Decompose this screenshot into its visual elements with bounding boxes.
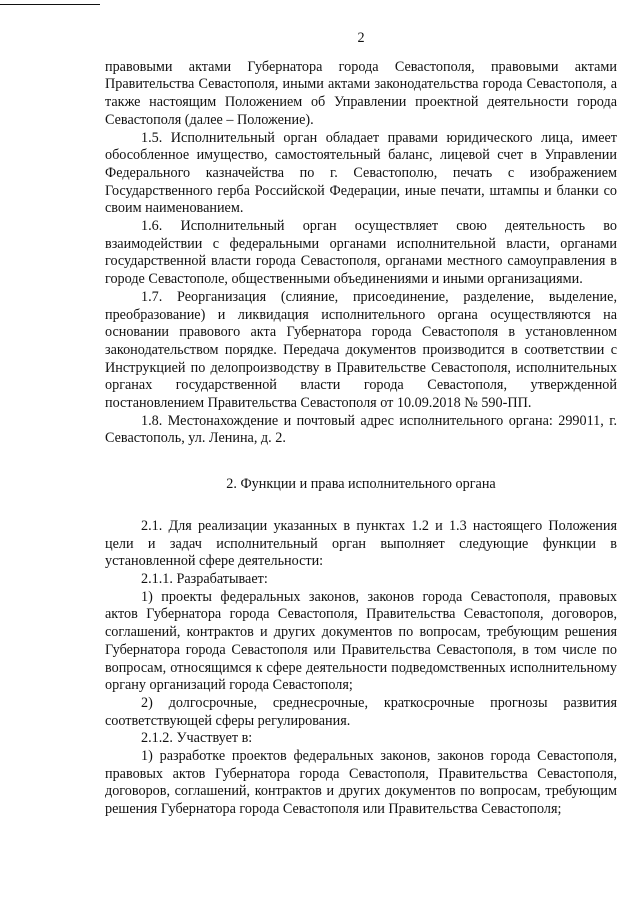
list-item-2-1-2-1: 1) разработке проектов федеральных законов, законов города Севастополя, правовых актов Губернатора города Севастополя, Правительства Севастополя, договоров, соглашений, контрактов и других документов по вопросам, требующим решения Губернатора города Севастополя или Правительства Севастополя;: [105, 748, 617, 818]
list-item-2-1-1-2: 2) долгосрочные, среднесрочные, краткосрочные прогнозы развития соответствующей сферы регулирования.: [105, 694, 617, 729]
list-item-2-1-1-1: 1) проекты федеральных законов, законов города Севастополя, правовых актов Губернатора города Севастополя, Правительства Севастополя, договоров, соглашений, контрактов и других документов по вопросам, требующим решения Губернатора города Севастополя или Правительства Севастополя, в том числе по вопросам, относящимся к сфере деятельности подведомственных исполнительному органу организаций города Севастополя;: [105, 588, 617, 694]
paragraph-continuation: правовыми актами Губернатора города Севастополя, правовыми актами Правительства Севастополя, иными актами законодательства города Севастополя, а также настоящим Положением об Управлении проектной деятельности города Севастополя (далее – Положение).: [105, 58, 617, 128]
scan-edge-line: [0, 4, 100, 5]
page-number: 2: [357, 30, 365, 46]
paragraph-2-1: 2.1. Для реализации указанных в пунктах 1.2 и 1.3 настоящего Положения цели и задач исполнительный орган выполняет следующие функции в установленной сфере деятельности:: [105, 517, 617, 570]
paragraph-1-7: 1.7. Реорганизация (слияние, присоединение, разделение, выделение, преобразование) и ликвидация исполнительного органа осуществляются на основании правового акта Губернатора города Севастополя в установленном законодательством порядке. Передача документов производится в соответствии с Инструкцией по делопроизводству в Правительстве Севастополя, исполнительных органах государственной власти города Севастополя, утвержденной постановлением Правительства Севастополя от 10.09.2018 № 590-ПП.: [105, 288, 617, 412]
paragraph-2-1-2: 2.1.2. Участвует в:: [141, 730, 253, 747]
paragraph-1-6: 1.6. Исполнительный орган осуществляет свою деятельность во взаимодействии с федеральными органами исполнительной власти, органами государственной власти города Севастополя, органами местного самоуправления в городе Севастополе, общественными объединениями и иными организациями.: [105, 218, 617, 288]
paragraph-1-5: 1.5. Исполнительный орган обладает правами юридического лица, имеет обособленное имущество, самостоятельный баланс, лицевой счет в Управлении Федерального казначейства по г. Севастополю, печать с изображением Государственного герба Российской Федерации, иные печати, штампы и бланки со своим наименованием.: [105, 129, 617, 217]
paragraph-1-8: 1.8. Местонахождение и почтовый адрес исполнительного органа: 299011, г. Севастополь, ул. Ленина, д. 2.: [105, 412, 617, 447]
document-page: [105, 30, 617, 819]
section-heading: 2. Функции и права исполнительного органа: [226, 476, 496, 493]
paragraph-2-1-1: 2.1.1. Разрабатывает:: [141, 570, 268, 587]
